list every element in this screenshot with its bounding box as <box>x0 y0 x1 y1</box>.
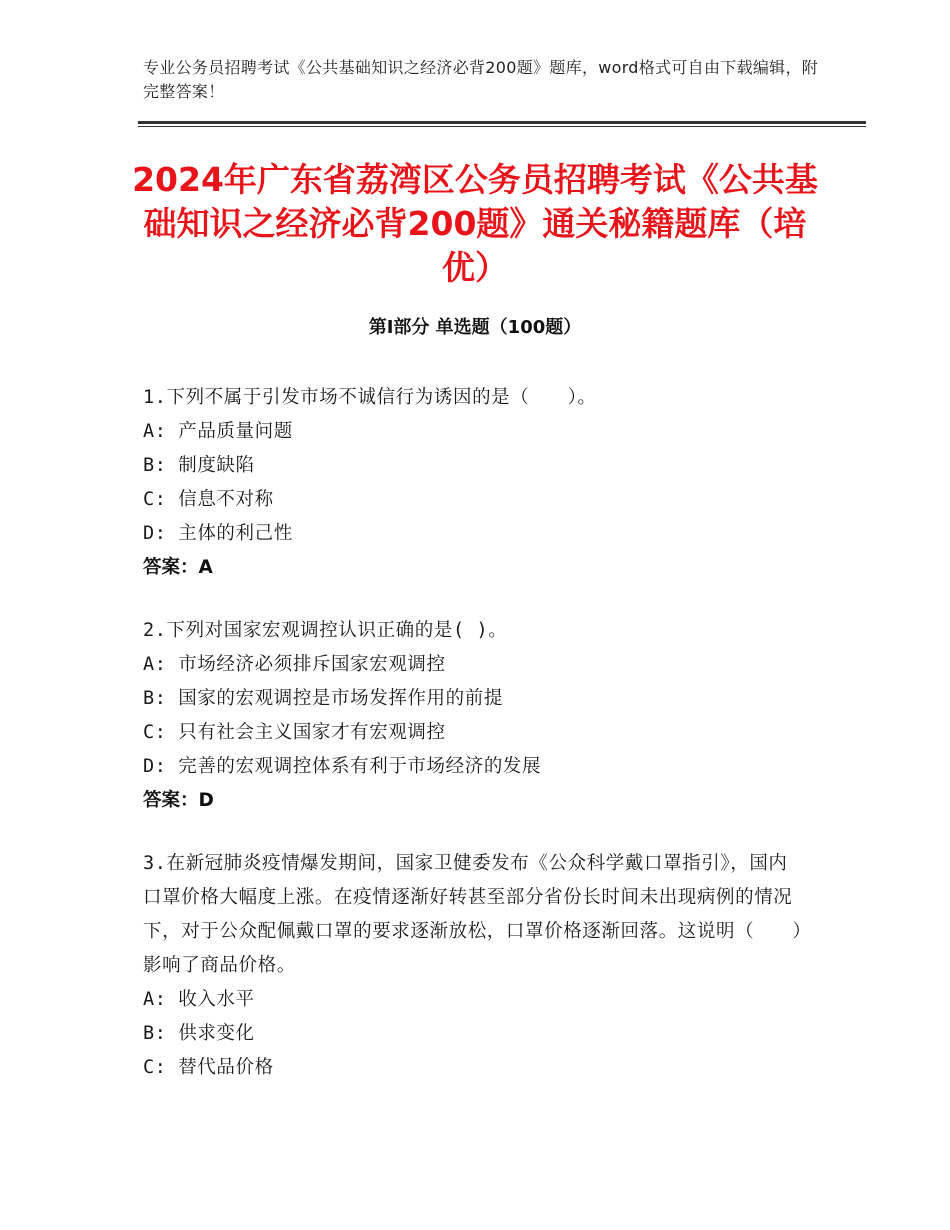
option-d: D: 完善的宏观调控体系有利于市场经济的发展 <box>143 756 542 777</box>
question-stem: 3.在新冠肺炎疫情爆发期间，国家卫健委发布《公众科学戴口罩指引》，国内口罩价格大幅度上涨。在疫情逐渐好转甚至部分省份长时间未出现病例的情况下，对于公众配佩戴口罩的要求逐渐放松，口罩价格逐渐回落。这说明（ ）影响了商品价格。 <box>143 853 803 976</box>
option-c: C: 替代品价格 <box>143 1057 274 1078</box>
option-a: A: 市场经济必须排斥国家宏观调控 <box>143 654 446 675</box>
header-divider <box>138 121 866 124</box>
option-b: B: 制度缺陷 <box>143 455 255 476</box>
question-list <box>143 381 803 1114</box>
option-c: C: 信息不对称 <box>143 489 274 510</box>
document-title: 2024年广东省荔湾区公务员招聘考试《公共基础知识之经济必背200题》通关秘籍题库（培优） <box>132 160 818 287</box>
option-a: A: 产品质量问题 <box>143 421 293 442</box>
option-a: A: 收入水平 <box>143 989 255 1010</box>
option-d: D: 主体的利己性 <box>143 523 293 544</box>
question-stem: 2.下列对国家宏观调控认识正确的是( )。 <box>143 620 508 641</box>
option-c: C: 只有社会主义国家才有宏观调控 <box>143 722 446 743</box>
question-1 <box>143 381 803 585</box>
question-stem: 1.下列不属于引发市场不诚信行为诱因的是（ ）。 <box>143 387 597 408</box>
question-2 <box>143 614 803 818</box>
option-b: B: 供求变化 <box>143 1023 255 1044</box>
answer: 答案：A <box>143 557 213 578</box>
section-heading: 第Ⅰ部分 单选题（100题） <box>368 317 582 338</box>
question-3 <box>143 847 803 1085</box>
header-note: 专业公务员招聘考试《公共基础知识之经济必背200题》题库，word格式可自由下载编辑，附完整答案！ <box>143 58 819 101</box>
option-b: B: 国家的宏观调控是市场发挥作用的前提 <box>143 688 503 709</box>
answer: 答案：D <box>143 790 214 811</box>
header-divider-thin <box>138 126 866 127</box>
